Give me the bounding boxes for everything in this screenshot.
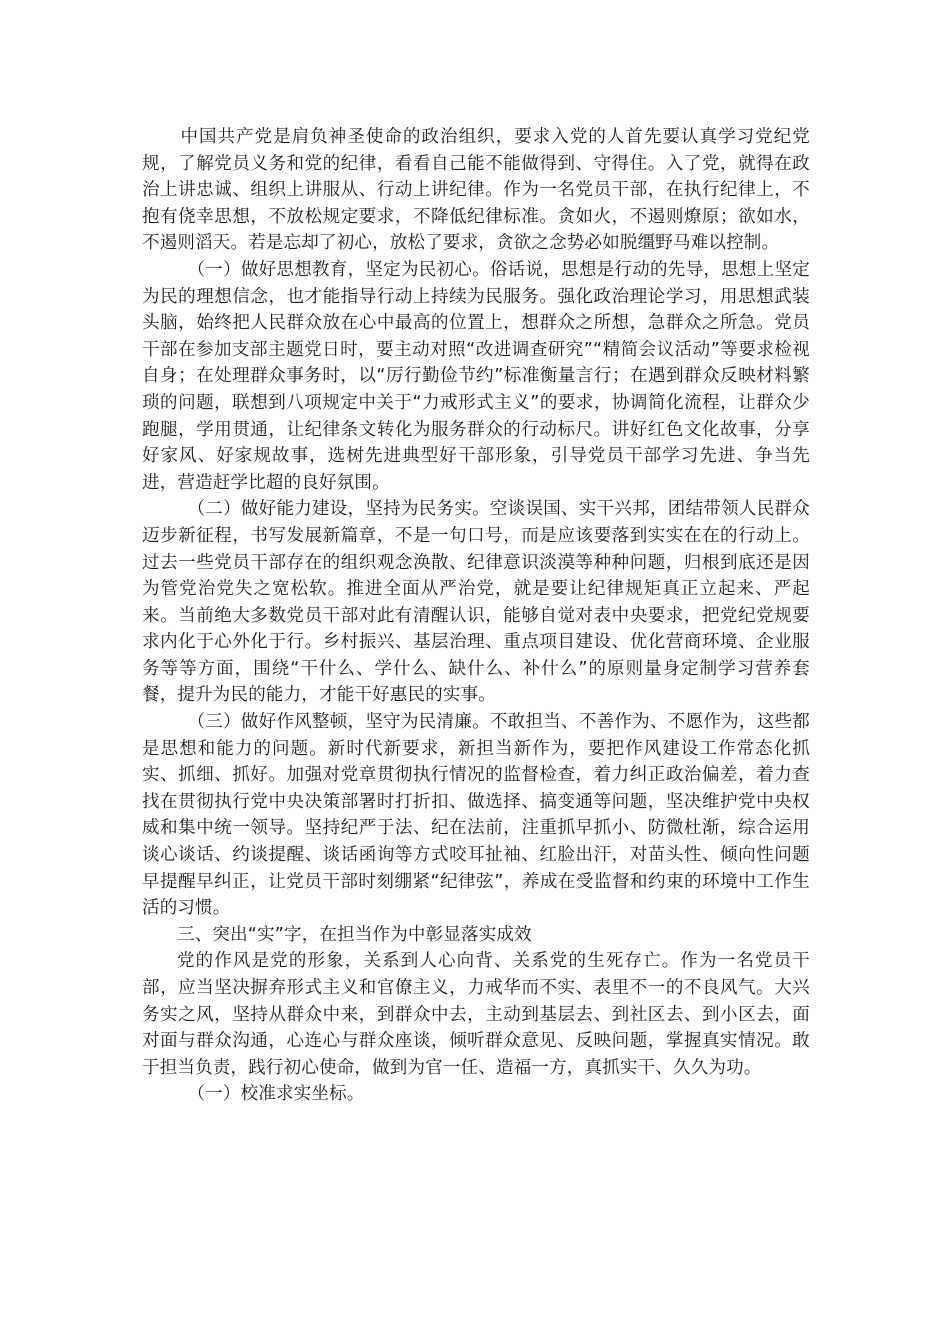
paragraph-section-2: （二）做好能力建设，坚持为民务实。空谈误国、实干兴邦，团结带领人民群众迈步新征程，书写发展新篇章，不是一句口号，而是应该要落到实实在在的行动上。过去一些党员干部存在的组织观念涣散、纪律意识淡漠等种种问题，归根到底还是因为管党治党失之宽松软。推进全面从严治党，就是要让纪律规矩真正立起来、严起来。当前绝大多数党员干部对此有清醒认识，能够自觉对表中央要求，把党纪党规要求内化于心外化于行。乡村振兴、基层治理、重点项目建设、优化营商环境、企业服务等等方面，围绕“干什么、学什么、缺什么、补什么”的原则量身定制学习营养套餐，提升为民的能力，才能干好惠民的实事。 — [142, 499, 810, 706]
paragraph-section-3: （三）做好作风整顿，坚守为民清廉。不敢担当、不善作为、不愿作为，这些都是思想和能力的问题。新时代新要求，新担当新作为，要把作风建设工作常态化抓实、抓细、抓好。加强对党章贯彻执行情况的监督检查，着力纠正政治偏差，着力查找在贯彻执行党中央决策部署时打折扣、做选择、搞变通等问题，坚决维护党中央权威和集中统一领导。坚持纪严于法、纪在法前，注重抓早抓小、防微杜渐，综合运用谈心谈话、约谈提醒、谈话函询等方式咬耳扯袖、红脸出汗，对苗头性、倾向性问题早提醒早纠正，让党员干部时刻绷紧“纪律弦”，养成在受监督和约束的环境中工作生活的习惯。 — [142, 712, 810, 919]
section-heading-three: 三、突出“实”字，在担当作为中彰显落实成效 — [177, 924, 532, 945]
paragraph-subheading-calibrate: （一）校准求实坐标。 — [187, 1084, 365, 1105]
paragraph-intro: 中国共产党是肩负神圣使命的政治组织，要求入党的人首先要认真学习党纪党规，了解党员义务和党的纪律，看看自己能不能做得到、守得住。入了党，就得在政治上讲忠诚、组织上讲服从、行动上讲纪律。作为一名党员干部，在执行纪律上，不抱有侥幸思想，不放松规定要求，不降低纪律标准。贪如火，不遏则燎原；欲如水，不遏则滔天。若是忘却了初心，放松了要求，贪欲之念势必如脱缰野马难以控制。 — [142, 127, 810, 254]
paragraph-section-1: （一）做好思想教育，坚定为民初心。俗话说，思想是行动的先导，思想上坚定为民的理想信念，也才能指导行动上持续为民服务。强化政治理论学习，用思想武装头脑，始终把人民群众放在心中最高的位置上，想群众之所想，急群众之所急。党员干部在参加支部主题党日时，要主动对照“改进调查研究”“精简会议活动”等要求检视自身；在处理群众事务时，以“厉行勤俭节约”标准衡量言行；在遇到群众反映材料繁琐的问题，联想到八项规定中关于“力戒形式主义”的要求，协调简化流程，让群众少跑腿，学用贯通，让纪律条文转化为服务群众的行动标尺。讲好红色文化故事，分享好家风、好家规故事，选树先进典型好干部形象，引导党员干部学习先进、争当先进，营造赶学比超的良好氛围。 — [142, 259, 810, 493]
document-body — [142, 124, 810, 1108]
paragraph-section-three-body: 党的作风是党的形象，关系到人心向背、关系党的生死存亡。作为一名党员干部，应当坚决摒弃形式主义和官僚主义，力戒华而不实、表里不一的不良风气。大兴务实之风，坚持从群众中来，到群众中去，主动到基层去、到社区去、到小区去，面对面与群众沟通，心连心与群众座谈，倾听群众意见、反映问题，掌握真实情况。敢于担当负责，践行初心使命，做到为官一任、造福一方，真抓实干、久久为功。 — [142, 951, 810, 1078]
